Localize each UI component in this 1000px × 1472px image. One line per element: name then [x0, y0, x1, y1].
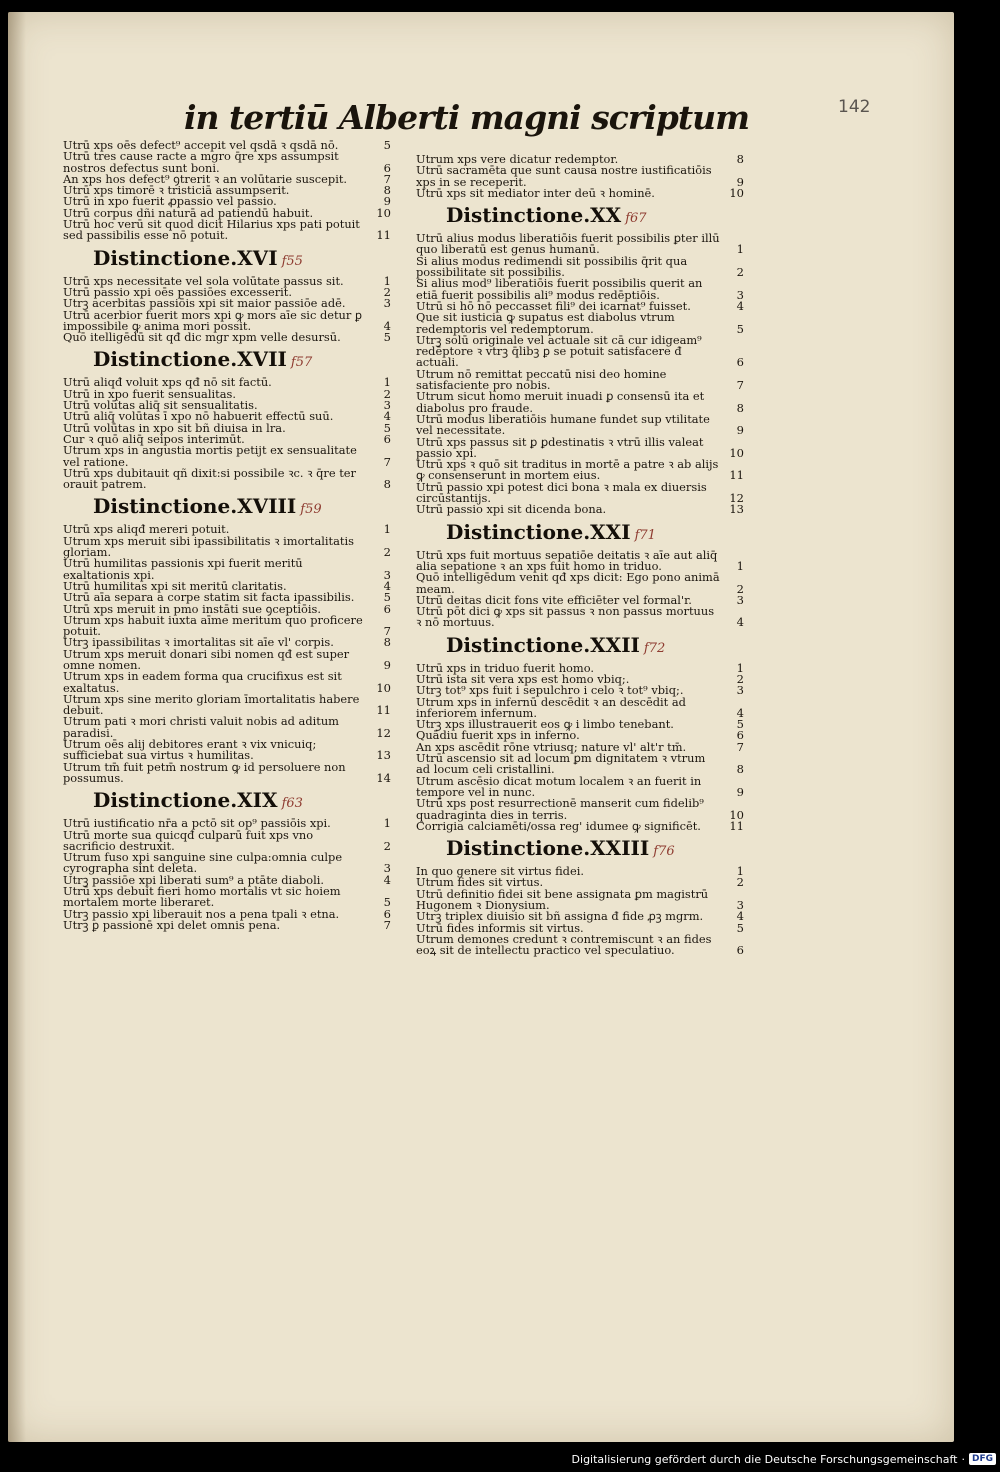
question-text: Utrꝫ ꝑ passionē xpi delet omnis pena.: [63, 917, 281, 932]
question-number: 1: [383, 273, 391, 288]
question-entry: [63, 759, 391, 785]
question-entry: [416, 886, 744, 913]
question-number: 10: [729, 445, 744, 460]
question-text: Utrū xps timorē ꝛ tristiciā assumpserit.: [63, 183, 290, 198]
question-number: 7: [736, 378, 744, 393]
question-text: Corrigia calciamēti/ossa reg' idumee ꝙ significēt.: [416, 818, 701, 833]
question-text: Utrū xps in triduo fuerit homo.: [416, 660, 594, 675]
question-entry: [63, 716, 391, 739]
question-entry: [63, 332, 391, 343]
question-number: 11: [729, 818, 744, 833]
question-entry: [63, 219, 391, 242]
question-text: Utrū xps oēs defect⁹ accepit vel qsdā ꝛ qsdā nō.: [63, 138, 339, 152]
question-entry: [416, 233, 744, 256]
question-text: Quō itelligēdū sit qđ dic mgr xpm velle desursū.: [63, 330, 341, 345]
question-entry: [416, 278, 744, 301]
question-text: Utrū corpus dñi naturā ad patiendū habuit.: [63, 205, 314, 220]
question-number: 1: [383, 375, 391, 390]
question-number: 3: [383, 567, 391, 582]
question-text: Utrꝫ passio xpi liberauit nos a pena tpali ꝛ etna.: [63, 906, 340, 921]
question-text: Utrū aīa separa a corpe statim sit facta ipassibilis.: [63, 590, 355, 605]
question-text: Utrum xps in infernū descēdit ꝛ an descēdit ad inferiorem infernum.: [416, 694, 686, 720]
question-text: Utrū ista sit vera xps est homo vbiq;.: [416, 671, 630, 686]
handwritten-folio-ref: f76: [653, 844, 675, 860]
question-text: Utrꝫ xps illustrauerit eos ꝙ i limbo tenebant.: [416, 717, 674, 732]
question-number: 10: [376, 205, 391, 220]
question-text: An xps ascēdit rōne vtriusq; nature vl' alt'r tm̄.: [416, 739, 687, 754]
heading-text: Distinctione.XVIII: [93, 494, 297, 519]
question-entry: [63, 827, 391, 853]
distinction-heading: [93, 247, 391, 273]
question-number: 5: [383, 138, 391, 152]
question-entry: [63, 612, 391, 639]
heading-text: Distinctione.XXIII: [446, 836, 650, 861]
question-number: 7: [383, 624, 391, 639]
question-text: Utrum xps in angustia mortis petijt ex sensualitate vel ratione.: [63, 443, 357, 469]
question-entry: [416, 434, 744, 460]
footer-credit: Digitalisierung gefördert durch die Deutsche Forschungsgemeinschaft · DFG: [572, 1449, 996, 1469]
question-text: Utrum oēs alij debitores erant ꝛ vix vnicuiq; sufficiebat sua virtus ꝛ humilitas.: [63, 737, 317, 763]
heading-text: Distinctione.XIX: [93, 788, 278, 813]
question-text: Utrū si hō nō peccasset fili⁹ dei icarnat⁹ fuisset.: [416, 298, 691, 313]
question-entry: [416, 185, 744, 200]
question-number: 2: [736, 581, 744, 596]
question-entry: [63, 558, 391, 581]
question-number: 4: [383, 409, 391, 424]
question-number: 4: [383, 318, 391, 333]
question-text: Utrum fides sit virtus.: [416, 875, 544, 890]
question-number: 1: [736, 558, 744, 573]
question-number: 8: [736, 762, 744, 777]
question-number: 3: [383, 398, 391, 413]
question-number: 5: [736, 321, 744, 336]
distinction-heading: [93, 495, 391, 521]
question-number: 8: [736, 400, 744, 415]
question-number: 14: [376, 770, 391, 785]
question-text: Utrū xps necessitate vel sola volūtate passus sit.: [63, 273, 344, 288]
question-text: Utrū volūtas in xpo sit bñ diuisa in lra.: [63, 420, 286, 435]
question-number: 5: [383, 420, 391, 435]
heading-text: Distinctione.XX: [446, 203, 622, 228]
footer-text: Digitalisierung gefördert durch die Deutsche Forschungsgemeinschaft: [571, 1452, 958, 1466]
question-number: 6: [383, 601, 391, 616]
question-number: 7: [383, 171, 391, 186]
question-entry: [416, 798, 744, 821]
question-text: An xps hos defect⁹ ꝯtrerit ꝛ an volūtarie suscepit.: [63, 171, 348, 186]
question-number: 3: [383, 296, 391, 311]
question-entry: [63, 691, 391, 718]
distinction-heading: [446, 634, 744, 660]
question-entry: [416, 606, 744, 629]
question-number: 7: [383, 454, 391, 469]
question-text: Utrū passio xpi oēs passiōes excesserit.: [63, 284, 293, 299]
question-text: Utrū morte sua quicqđ culparū fuit xps vno sacrificio destruxit.: [63, 827, 314, 853]
question-text: Utrum demones credunt ꝛ contremiscunt ꝛ an fides eoꝝ sit de intellectu practico vel speculatiuo.: [416, 931, 712, 958]
question-number: 1: [736, 864, 744, 879]
question-text: Utrū humilitas xpi sit meritū claritatis.: [63, 578, 287, 593]
question-text: Utrꝫ ipassibilitas ꝛ imortalitas sit aīe vl' corpis.: [63, 635, 334, 650]
question-entry: [63, 739, 391, 762]
question-number: 2: [383, 386, 391, 401]
question-text: Utrū xps debuit fieri homo mortalis vt sic hoiem mortalem morte liberaret.: [63, 884, 341, 910]
question-text: Utrū in xpo fuerit sensualitas.: [63, 386, 236, 401]
question-entry: [63, 445, 391, 468]
question-number: 9: [736, 174, 744, 189]
question-number: 6: [736, 355, 744, 370]
question-entry: [63, 886, 391, 909]
question-number: 4: [736, 705, 744, 720]
question-entry: [416, 332, 744, 370]
question-number: 4: [736, 909, 744, 924]
heading-text: Distinctione.XVII: [93, 347, 287, 372]
question-number: 2: [383, 838, 391, 853]
question-number: 6: [736, 728, 744, 743]
question-entry: [416, 694, 744, 720]
question-entry: [416, 391, 744, 414]
question-entry: [63, 307, 391, 333]
question-text: Utrū alius modus liberatiōis fuerit possibilis ꝑter illū quo liberatū est genus humanū.: [416, 231, 720, 257]
question-entry: [416, 411, 744, 438]
question-text: Utrum nō remittat peccatū nisi deo homine satisfaciente pro nobis.: [416, 366, 667, 393]
question-text: Quō intelligēdum venit qđ xps dicit: Ego pono animā meam.: [416, 570, 720, 596]
question-entry: [416, 366, 744, 393]
heading-text: Distinctione.XVI: [93, 245, 278, 270]
question-number: 1: [383, 522, 391, 537]
question-entry: [416, 547, 744, 573]
question-text: Utrū acerbior fuerit mors xpi ꝙ mors aīe sic detur ꝑ impossibile ꝙ anima mori possit.: [63, 307, 362, 333]
question-number: 4: [736, 615, 744, 630]
question-text: Utrū passio xpi potest dici bona ꝛ mala ex diuersis circūstantijs.: [416, 479, 707, 506]
distinction-heading: [93, 789, 391, 815]
question-text: Utrū sacramēta que sunt causa nostre iustificatiōis xps in se receperit.: [416, 163, 712, 189]
question-entry: [63, 151, 391, 174]
question-entry: [416, 572, 744, 595]
question-number: 2: [736, 671, 744, 686]
question-number: 3: [736, 898, 744, 913]
question-text: Utrū definitio fidei sit bene assignata ꝑm magistrū Hugonem ꝛ Dionysium.: [416, 886, 709, 913]
question-text: Utrum xps meruit donari sibi nomen qđ est super omne nomen.: [63, 646, 350, 672]
question-text: Utrū deitas dicit fons vite efficiēter vel formal'r.: [416, 592, 692, 607]
question-text: Utrꝫ acerbitas passiōis xpi sit maior passiōe adē.: [63, 296, 346, 311]
question-number: 6: [736, 943, 744, 958]
handwritten-folio-ref: f63: [281, 796, 303, 812]
heading-text: Distinctione.XXII: [446, 632, 640, 657]
question-entry: [416, 459, 744, 482]
question-text: Utrū iustificatio nr̄a a pctō sit op⁹ passiōis xpi.: [63, 816, 331, 831]
question-entry: [63, 671, 391, 694]
question-text: Utrꝫ triplex diuisio sit bñ assigna đ fide ꝓꝫ mgrm.: [416, 909, 704, 924]
question-text: Utrum fuso xpi sanguine sine culpa:omnia culpe cyrographa sint deleta.: [63, 850, 343, 876]
question-number: 1: [736, 242, 744, 257]
question-entry: [416, 931, 744, 958]
question-number: 8: [383, 183, 391, 198]
handwritten-folio-ref: f57: [290, 355, 313, 371]
question-number: 9: [736, 784, 744, 799]
question-entry: [416, 818, 744, 833]
question-entry: [416, 773, 744, 799]
question-entry: [416, 253, 744, 280]
question-text: Utrū in xpo fuerit ꝓpassio vel passio.: [63, 194, 277, 209]
question-number: 4: [736, 298, 744, 313]
question-text: Cur ꝛ quō aliq̄ seipos interimūt.: [63, 431, 245, 446]
handwritten-folio-ref: f55: [281, 253, 303, 269]
question-entry: [63, 917, 391, 932]
question-entry: [416, 753, 744, 776]
question-text: Utrū aliq̄ volūtas ī xpo nō habuerit effectū suū.: [63, 409, 334, 424]
question-text: Si alius mod⁹ liberatiōis fuerit possibilis querit an etiā fuerit possibilis ali⁹ modus redēptiōis.: [416, 276, 703, 302]
question-number: 12: [376, 725, 391, 740]
question-text: Utrum sicut homo meruit inuadi ꝑ consensū ita et diabolus pro fraude.: [416, 389, 705, 415]
dfg-logo: DFG: [969, 1453, 996, 1465]
question-entry: [416, 479, 744, 506]
question-number: 9: [383, 657, 391, 672]
question-number: 11: [729, 468, 744, 483]
question-number: 10: [729, 185, 744, 200]
question-entry: [416, 165, 744, 188]
question-text: Quādiu fuerit xps in inferno.: [416, 728, 580, 743]
question-number: 5: [383, 590, 391, 605]
question-text: Utrū fides informis sit virtus.: [416, 920, 584, 935]
question-number: 3: [736, 287, 744, 302]
question-number: 11: [376, 228, 391, 243]
question-text: Utrū xps post resurrectionē manserit cum fidelib⁹ quadraginta dies in terris.: [416, 796, 704, 822]
folio-number: 142: [838, 97, 871, 117]
question-number: 11: [376, 703, 391, 718]
left-column: [63, 140, 391, 931]
question-text: Utrū aliqđ voluit xps qđ nō sit factū.: [63, 375, 272, 390]
distinction-heading: [446, 204, 744, 230]
question-number: 5: [383, 330, 391, 345]
question-text: Utrꝫ passiōe xpi liberati sum⁹ a ptāte diaboli.: [63, 872, 325, 887]
question-text: Utrū tres cause racte a mgro q̄re xps assumpsit nostros defectus sunt boni.: [63, 149, 339, 175]
question-text: Utrū passio xpi sit dicenda bona.: [416, 502, 607, 517]
question-text: Utrū xps dubitauit qñ dixit:si possibile ꝛc. ꝛ q̄re ter orauit patrem.: [63, 465, 356, 492]
question-number: 10: [376, 680, 391, 695]
question-text: Utrū pōt dici ꝙ xps sit passus ꝛ non passus mortuus ꝛ nō mortuus.: [416, 604, 715, 630]
question-entry: [63, 852, 391, 875]
question-number: 1: [383, 816, 391, 831]
handwritten-folio-ref: f59: [300, 502, 322, 518]
question-number: 13: [729, 502, 744, 517]
question-entry: [63, 533, 391, 560]
question-text: Utrū xps passus sit ꝑ ꝑdestinatis ꝛ vtrū illis valeat passio xpi.: [416, 434, 704, 460]
question-number: 9: [383, 194, 391, 209]
right-column: [416, 154, 744, 957]
page-gutter-shadow: [8, 12, 26, 1442]
question-number: 4: [383, 872, 391, 887]
question-number: 5: [736, 920, 744, 935]
question-text: Utrū hoc verū sit quod dicit Hilarius xps pati potuit sed passibilis esse nō potuit.: [63, 217, 360, 243]
question-number: 8: [736, 152, 744, 166]
question-text: Utrū humilitas passionis xpi fuerit meritū exaltationis xpi.: [63, 556, 303, 582]
question-text: Utrū xps fuit mortuus sepatiōe deitatis ꝛ aīe aut aliq̄ alia sepatione ꝛ an xps fuit homo in triduo.: [416, 547, 718, 573]
question-text: Utrū xps ꝛ quō sit traditus in mortē a patre ꝛ ab alijs ꝙ consenserunt in mortem eius.: [416, 457, 719, 483]
question-number: 3: [736, 592, 744, 607]
question-number: 9: [736, 423, 744, 438]
question-number: 6: [383, 160, 391, 175]
distinction-heading: [93, 348, 391, 374]
question-text: Utrū xps meruit in pmo instāti sue ꝯceptiōis.: [63, 601, 321, 616]
question-entry: [63, 646, 391, 672]
question-text: Utrum xps vere dicatur redemptor.: [416, 152, 619, 166]
question-number: 2: [736, 265, 744, 280]
question-text: Utrꝫ tot⁹ xps fuit i sepulchro i celo ꝛ tot⁹ vbiq;.: [416, 683, 684, 698]
question-text: Utrum xps meruit sibi ipassibilitatis ꝛ imortalitatis gloriam.: [63, 533, 354, 560]
question-entry: [416, 504, 744, 515]
question-text: Utrꝫ solū originale vel actuale sit cā cur idigeam⁹ redēptore ꝛ vtrꝫ q̄libꝫ ꝑ se potuit satisfacere đ actuali.: [416, 332, 702, 370]
question-text: Utrum tm̄ fuit petm̄ nostrum ꝙ id persoluere non possumus.: [63, 759, 346, 785]
question-number: 6: [383, 906, 391, 921]
question-number: 7: [736, 739, 744, 754]
question-number: 6: [383, 431, 391, 446]
question-number: 3: [736, 683, 744, 698]
question-number: 10: [729, 807, 744, 822]
question-number: 8: [383, 635, 391, 650]
question-text: Si alius modus redimendi sit possibilis q̄rit qua possibilitate sit possibilis.: [416, 253, 688, 280]
question-number: 7: [383, 917, 391, 932]
heading-text: Distinctione.XXI: [446, 519, 631, 544]
question-number: 2: [383, 284, 391, 299]
question-text: Utrū xps sit mediator inter deū ꝛ hominē.: [416, 185, 655, 200]
question-text: Utrum xps in eadem forma qua crucifixus est sit exaltatus.: [63, 669, 342, 695]
distinction-heading: [446, 521, 744, 547]
question-text: Utrum pati ꝛ mori christi valuit nobis ad aditum paradisi.: [63, 714, 339, 740]
question-number: 1: [736, 660, 744, 675]
question-number: 5: [736, 717, 744, 732]
question-number: 8: [383, 477, 391, 492]
question-entry: [63, 465, 391, 492]
question-text: Utrū xps aliqđ mereri potuit.: [63, 522, 230, 537]
distinction-heading: [446, 837, 744, 863]
question-number: 5: [383, 895, 391, 910]
question-text: Utrum xps habuit iuxta aīme meritum quo proficere potuit.: [63, 612, 363, 639]
question-text: Utrū modus liberatiōis humane fundet sup vtilitate vel necessitate.: [416, 411, 710, 438]
handwritten-folio-ref: f72: [643, 640, 666, 656]
handwritten-folio-ref: f67: [625, 211, 647, 227]
question-number: 2: [383, 545, 391, 560]
question-number: 13: [376, 748, 391, 763]
question-text: Utrū ascensio sit ad locum ꝑm dignitatem ꝛ vtrum ad locum celi cristallini.: [416, 751, 706, 777]
running-title: in tertiū Alberti magni scriptum: [184, 98, 749, 137]
question-entry: [416, 312, 744, 335]
question-number: 12: [729, 491, 744, 506]
question-text: Utrū volūtas aliq̄ sit sensualitatis.: [63, 398, 258, 413]
question-text: In quo genere sit virtus fidei.: [416, 864, 584, 879]
question-number: 4: [383, 578, 391, 593]
question-number: 2: [736, 875, 744, 890]
question-text: Que sit iusticia ꝙ supatus est diabolus vtrum redemptoris vel redemptorum.: [416, 310, 675, 336]
question-text: Utrum ascēsio dicat motum localem ꝛ an fuerit in tempore vel in nunc.: [416, 773, 702, 799]
handwritten-folio-ref: f71: [634, 527, 656, 543]
question-number: 3: [383, 861, 391, 876]
question-text: Utrum xps sine merito gloriam īmortalitatis habere debuit.: [63, 691, 360, 718]
